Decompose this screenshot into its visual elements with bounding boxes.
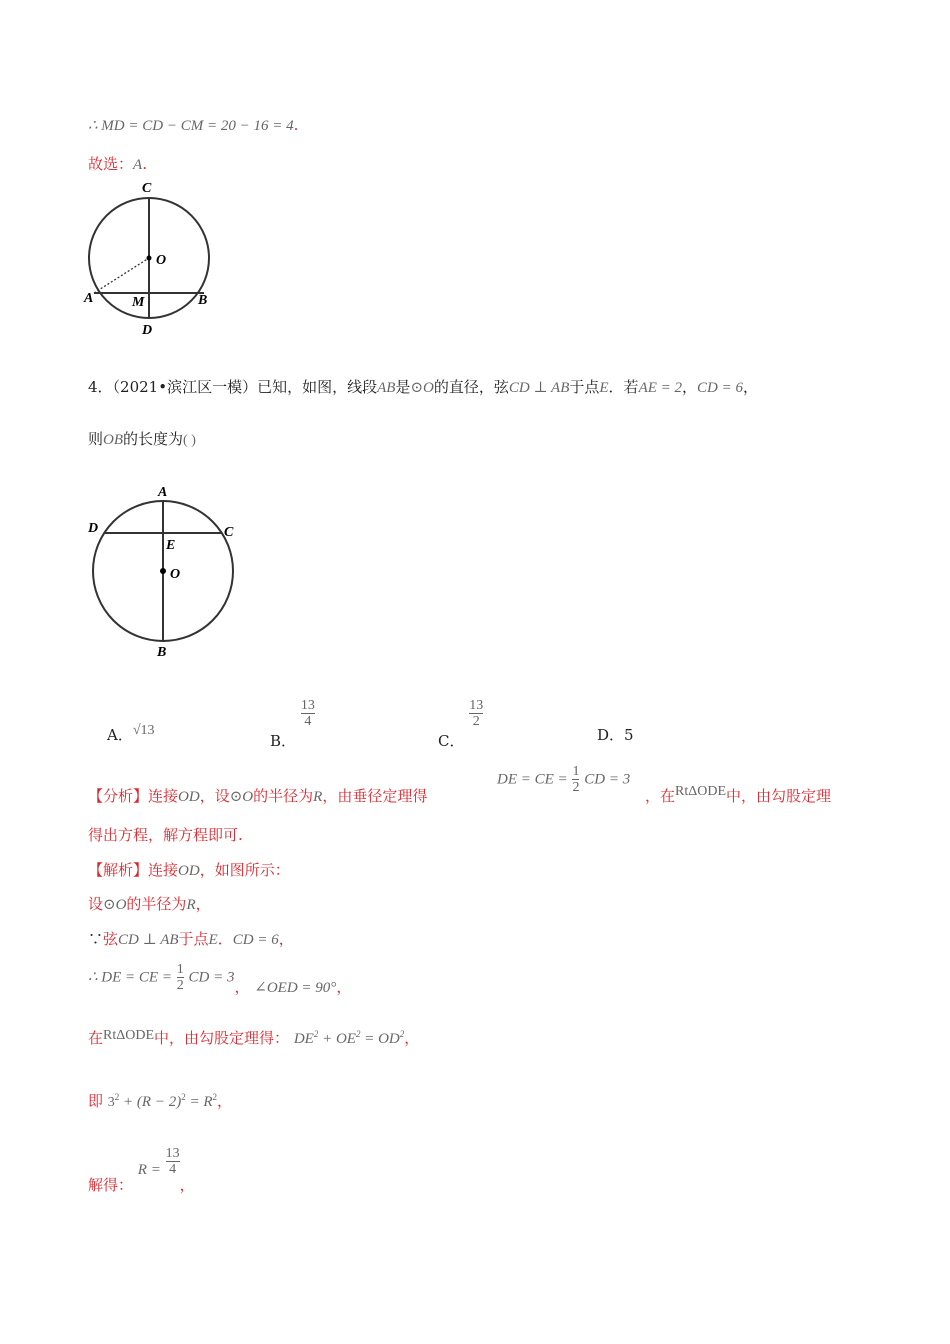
option-b-fraction: $\frac{13}{4}$ <box>300 698 315 729</box>
md-line: ∴ MD = CD − CM = 20 − 16 = 4. <box>88 116 299 134</box>
solution-line-7: 解得： R = $\frac{13}{4}$ ， <box>88 1146 195 1194</box>
fig2-label-a: A <box>158 485 168 500</box>
option-c[interactable]: C． $\frac{13}{2}$ <box>438 698 484 750</box>
md-equation: ∴ MD = CD − CM = 20 − 16 = 4 <box>88 118 294 134</box>
solution-line-5: 在RtΔODE中，由勾股定理得： $DE^2 + OE^2 = OD^2$， <box>88 1028 420 1047</box>
fig2-center-dot <box>160 568 166 574</box>
option-b[interactable]: B． $\frac{13}{4}$ <box>270 698 315 750</box>
option-d[interactable]: D．5 <box>597 726 634 744</box>
answer-label: 故选： <box>88 155 134 173</box>
analysis-line-1-tail: ，在RtΔODE中，由勾股定理 <box>645 784 832 805</box>
question-source: （2021•滨江区一模） <box>112 378 258 396</box>
figure-1-circle-diagram <box>80 178 220 340</box>
fig1-label-d: D <box>142 323 153 338</box>
analysis-line-2: 得出方程，解方程即可. <box>88 826 243 844</box>
option-a[interactable]: A．√13 <box>107 723 155 744</box>
solution-line-1: 【解析】连接OD，如图所示： <box>88 861 290 879</box>
q4-line-1: 4．（2021•滨江区一模）已知，如图，线段AB是⊙O的直径，弦CD ⊥ AB于点E．若AE = 2，CD = 6， <box>88 378 759 396</box>
solution-line-2: 设⊙O的半径为R， <box>88 895 211 913</box>
option-a-value: √13 <box>132 723 155 738</box>
answer-value: A <box>133 157 143 173</box>
analysis-formula: DE = CE = $\frac{1}{2}$ CD = 3 <box>497 764 631 795</box>
fig1-center-dot <box>147 256 152 261</box>
fig1-label-b: B <box>198 293 208 308</box>
figure-2-circle-diagram <box>84 480 244 662</box>
option-d-value: 5 <box>624 726 634 744</box>
fig2-label-b: B <box>157 645 167 660</box>
option-c-fraction: $\frac{13}{2}$ <box>469 698 484 729</box>
fig1-label-a: A <box>84 291 94 306</box>
fig2-label-o: O <box>170 567 181 582</box>
answer-blank: ( ) <box>183 433 196 448</box>
analysis-tag: 【分析】 <box>88 787 149 805</box>
solution-line-4: ∴ DE = CE = $\frac{1}{2}$ CD = 3， ∠OED = 90°， <box>88 962 352 996</box>
fig1-label-m: M <box>132 295 145 310</box>
question-number: 4． <box>88 378 113 396</box>
answer-line: 故选：A. <box>88 155 147 173</box>
fig1-label-c: C <box>142 181 152 196</box>
solution-tag: 【解析】 <box>88 861 149 879</box>
q4-line-2: 则OB的长度为( ) <box>88 430 196 448</box>
fig2-label-d: D <box>88 521 99 536</box>
analysis-line-1: 【分析】连接OD，设⊙O的半径为R，由垂径定理得 <box>88 787 428 805</box>
solution-line-3: ∵弦CD ⊥ AB于点E．CD = 6， <box>88 930 294 948</box>
fig2-label-e: E <box>166 538 176 553</box>
fig2-label-c: C <box>224 525 234 540</box>
solution-line-6: 即 $3^2 + (R - 2)^2 = R^2$， <box>88 1092 233 1110</box>
fig1-label-o: O <box>156 253 167 268</box>
fig1-radius-oa <box>94 258 149 293</box>
